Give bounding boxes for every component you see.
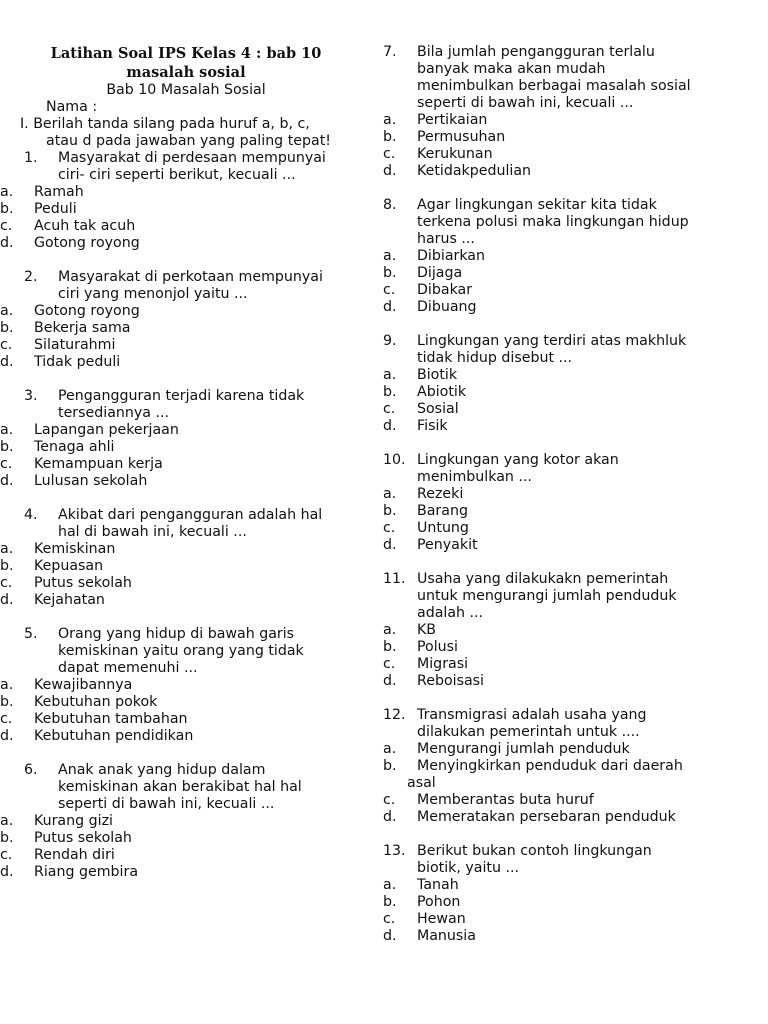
question-item (383, 452, 763, 554)
option-letter: a. (383, 486, 397, 502)
question-text-line: terkena polusi maka lingkungan hidup (417, 214, 689, 230)
option-letter: a. (383, 248, 397, 264)
option-letter: c. (0, 575, 13, 591)
option-text: Polusi (417, 639, 458, 655)
option-text: Pertikaian (417, 112, 488, 128)
title-line-1: Latihan Soal IPS Kelas 4 : bab 10 (50, 45, 322, 62)
option-text: Penyakit (417, 537, 478, 553)
option-text: Dibiarkan (417, 248, 485, 264)
question-header (24, 269, 372, 303)
title-line-2: masalah sosial (126, 64, 246, 81)
question-text (417, 452, 763, 486)
option-letter: b. (383, 503, 397, 519)
question-item (0, 626, 372, 745)
question-item (383, 571, 763, 690)
question-item (383, 333, 763, 435)
option-letter: b. (383, 758, 397, 774)
option-text: Kewajibannya (34, 677, 133, 693)
option-text: Kebutuhan pendidikan (34, 728, 194, 744)
option-letter: d. (383, 418, 397, 434)
answer-option (383, 741, 763, 758)
answer-option (383, 622, 763, 639)
question-text-line: menimbulkan ... (417, 469, 532, 485)
question-text (58, 269, 372, 303)
question-number: 11. (383, 571, 406, 587)
question-text (417, 44, 763, 112)
option-text: Reboisasi (417, 673, 484, 689)
question-header (383, 44, 763, 112)
question-text (417, 707, 763, 741)
answer-option (383, 384, 763, 401)
option-text: Kejahatan (34, 592, 105, 608)
option-text: Fisik (417, 418, 448, 434)
option-letter: c. (383, 911, 396, 927)
question-text-line: dapat memenuhi ... (58, 660, 198, 676)
option-letter: a. (0, 184, 14, 200)
question-item (0, 762, 372, 881)
answer-option (0, 201, 372, 218)
answer-option (0, 439, 372, 456)
question-header (24, 150, 372, 184)
answer-option (0, 218, 372, 235)
option-text: Lulusan sekolah (34, 473, 148, 489)
option-letter: c. (383, 520, 396, 536)
answer-option (383, 248, 763, 265)
question-header (383, 333, 763, 367)
question-item (0, 507, 372, 609)
question-text-line: seperti di bawah ini, kecuali ... (58, 796, 275, 812)
question-text-line: Lingkungan yang kotor akan (417, 452, 619, 468)
question-text-line: menimbulkan berbagai masalah sosial (417, 78, 691, 94)
question-header (383, 571, 763, 622)
question-text-line: ciri yang menonjol yaitu ... (58, 286, 248, 302)
question-number: 2. (24, 269, 38, 285)
option-letter: a. (383, 622, 397, 638)
option-letter: b. (383, 639, 397, 655)
option-letter: a. (383, 367, 397, 383)
question-text-line: ciri- ciri seperti berikut, kecuali ... (58, 167, 296, 183)
question-text-line: harus ... (417, 231, 475, 247)
option-letter: a. (0, 303, 14, 319)
option-letter: b. (383, 265, 397, 281)
answer-option (0, 864, 372, 881)
question-number: 7. (383, 44, 397, 60)
question-text (58, 388, 372, 422)
subtitle: Bab 10 Masalah Sosial (106, 82, 266, 98)
question-text-line: banyak maka akan mudah (417, 61, 606, 77)
option-letter: a. (0, 677, 14, 693)
option-letter: c. (383, 792, 396, 808)
option-text: Kerukunan (417, 146, 493, 162)
question-number: 6. (24, 762, 38, 778)
answer-option (0, 847, 372, 864)
question-text-line: Usaha yang dilakukakn pemerintah (417, 571, 669, 587)
option-letter: d. (0, 592, 14, 608)
answer-option (383, 877, 763, 894)
question-header (24, 626, 372, 677)
option-text: Manusia (417, 928, 476, 944)
question-list-right (383, 44, 763, 945)
option-letter: a. (383, 112, 397, 128)
option-letter: c. (383, 656, 396, 672)
question-text-line: tidak hidup disebut ... (417, 350, 573, 366)
option-letter: d. (0, 235, 14, 251)
option-text: Kebutuhan pokok (34, 694, 158, 710)
question-text-line: Akibat dari pengangguran adalah hal (58, 507, 323, 523)
option-letter: b. (0, 830, 14, 846)
option-letter: c. (0, 847, 13, 863)
question-text (58, 150, 372, 184)
question-number: 4. (24, 507, 38, 523)
option-text: Untung (417, 520, 469, 536)
option-text: Ramah (34, 184, 84, 200)
option-letter: c. (0, 711, 13, 727)
option-letter: d. (0, 728, 14, 744)
question-text-line: hal di bawah ini, kecuali ... (58, 524, 247, 540)
question-text-line: adalah ... (417, 605, 484, 621)
question-text-line: Berikut bukan contoh lingkungan (417, 843, 652, 859)
answer-option (0, 575, 372, 592)
option-text: Kurang gizi (34, 813, 113, 829)
option-text: Dibuang (417, 299, 477, 315)
option-text: Biotik (417, 367, 458, 383)
right-column (383, 0, 763, 945)
question-text-line: Lingkungan yang terdiri atas makhluk (417, 333, 687, 349)
question-text (417, 197, 763, 248)
question-item (0, 150, 372, 252)
question-text-line: Masyarakat di perdesaan mempunyai (58, 150, 326, 166)
answer-option (383, 928, 763, 945)
answer-option (383, 537, 763, 554)
option-text: Barang (417, 503, 468, 519)
question-text (58, 626, 372, 677)
answer-option (383, 911, 763, 928)
question-header (24, 388, 372, 422)
question-text (417, 571, 763, 622)
question-list-left (0, 150, 372, 881)
option-letter: a. (0, 813, 14, 829)
question-number: 10. (383, 452, 406, 468)
answer-option (0, 541, 372, 558)
page-title (0, 44, 372, 82)
option-text: Bekerja sama (34, 320, 131, 336)
question-number: 1. (24, 150, 38, 166)
answer-option (383, 809, 763, 826)
option-text: Peduli (34, 201, 77, 217)
option-letter: c. (0, 456, 13, 472)
option-text: Gotong royong (34, 235, 140, 251)
option-letter: c. (0, 337, 13, 353)
answer-option (383, 299, 763, 316)
option-text: Kebutuhan tambahan (34, 711, 188, 727)
option-text: Tidak peduli (34, 354, 121, 370)
answer-option (0, 677, 372, 694)
question-text-line: biotik, yaitu ... (417, 860, 519, 876)
question-text-line: kemiskinan yaitu orang yang tidak (58, 643, 304, 659)
option-text: Abiotik (417, 384, 467, 400)
option-text: Pohon (417, 894, 461, 910)
question-text-line: untuk mengurangi jumlah penduduk (417, 588, 677, 604)
option-text: Sosial (417, 401, 459, 417)
instruction-line-1: I. Berilah tanda silang pada huruf a, b, c, (20, 116, 310, 132)
option-text: Riang gembira (34, 864, 139, 880)
left-column (0, 0, 372, 881)
question-header (24, 762, 372, 813)
question-header (383, 197, 763, 248)
option-text: Rendah diri (34, 847, 115, 863)
question-text-line: kemiskinan akan berakibat hal hal (58, 779, 302, 795)
option-letter: b. (383, 384, 397, 400)
question-text-line: Pengangguran terjadi karena tidak (58, 388, 305, 404)
answer-option (0, 813, 372, 830)
option-text: Lapangan pekerjaan (34, 422, 179, 438)
answer-option (383, 503, 763, 520)
answer-option (0, 456, 372, 473)
option-letter: b. (0, 439, 14, 455)
option-text: Kemiskinan (34, 541, 116, 557)
question-number: 5. (24, 626, 38, 642)
answer-option (0, 320, 372, 337)
question-text-line: Agar lingkungan sekitar kita tidak (417, 197, 657, 213)
answer-option (383, 673, 763, 690)
question-item (383, 707, 763, 826)
answer-option (383, 639, 763, 656)
question-item (383, 197, 763, 316)
option-text: Migrasi (417, 656, 469, 672)
name-label: Nama : (46, 99, 98, 115)
question-text-line: Anak anak yang hidup dalam (58, 762, 266, 778)
answer-option (0, 558, 372, 575)
answer-option (0, 337, 372, 354)
option-letter: b. (0, 558, 14, 574)
option-letter: b. (0, 201, 14, 217)
answer-option (0, 303, 372, 320)
answer-option (0, 354, 372, 371)
option-text: Memberantas buta huruf (417, 792, 594, 808)
option-letter: d. (383, 809, 397, 825)
question-item (0, 388, 372, 490)
option-letter: d. (383, 537, 397, 553)
question-item (0, 269, 372, 371)
question-text-line: Bila jumlah pengangguran terlalu (417, 44, 655, 60)
question-text-line: Masyarakat di perkotaan mempunyai (58, 269, 323, 285)
answer-option (0, 235, 372, 252)
answer-option (383, 146, 763, 163)
option-letter: a. (0, 541, 14, 557)
option-letter: c. (383, 282, 396, 298)
answer-option (383, 656, 763, 673)
answer-option (0, 711, 372, 728)
option-text: Kemampuan kerja (34, 456, 163, 472)
option-text: Mengurangi jumlah penduduk (417, 741, 630, 757)
option-letter: d. (383, 928, 397, 944)
option-text: Tenaga ahli (34, 439, 115, 455)
question-number: 13. (383, 843, 406, 859)
option-letter: b. (383, 129, 397, 145)
question-header (383, 707, 763, 741)
option-letter: b. (383, 894, 397, 910)
answer-option (383, 112, 763, 129)
option-letter: d. (0, 473, 14, 489)
option-text: Putus sekolah (34, 830, 132, 846)
option-text: Acuh tak acuh (34, 218, 136, 234)
answer-option (0, 592, 372, 609)
option-text: Permusuhan (417, 129, 506, 145)
option-text: Menyingkirkan penduduk dari daerah (417, 758, 683, 774)
option-text: Gotong royong (34, 303, 140, 319)
answer-option (0, 422, 372, 439)
question-number: 3. (24, 388, 38, 404)
question-text (58, 762, 372, 813)
question-number: 9. (383, 333, 397, 349)
question-text-line: seperti di bawah ini, kecuali ... (417, 95, 634, 111)
answer-option (383, 486, 763, 503)
option-text: Putus sekolah (34, 575, 132, 591)
option-letter: d. (0, 864, 14, 880)
answer-option (383, 401, 763, 418)
answer-option (0, 830, 372, 847)
option-letter: a. (0, 422, 14, 438)
option-letter: d. (383, 299, 397, 315)
option-text: Memeratakan persebaran penduduk (417, 809, 676, 825)
option-letter: a. (383, 741, 397, 757)
answer-option (383, 520, 763, 537)
question-text-line: Transmigrasi adalah usaha yang (417, 707, 647, 723)
answer-option (383, 282, 763, 299)
option-text: Dibakar (417, 282, 473, 298)
option-letter: c. (0, 218, 13, 234)
question-text (58, 507, 372, 541)
answer-option (383, 418, 763, 435)
answer-option-continuation (407, 775, 763, 792)
option-text: Dijaga (417, 265, 463, 281)
option-letter: b. (0, 320, 14, 336)
answer-option (383, 129, 763, 146)
question-header (383, 452, 763, 486)
option-text: Ketidakpedulian (417, 163, 532, 179)
option-letter: d. (383, 673, 397, 689)
question-text-line: Orang yang hidup di bawah garis (58, 626, 295, 642)
question-text (417, 843, 763, 877)
answer-option (0, 473, 372, 490)
answer-option (0, 728, 372, 745)
question-text-line: dilakukan pemerintah untuk .... (417, 724, 640, 740)
answer-option (383, 894, 763, 911)
answer-option (0, 694, 372, 711)
question-text (417, 333, 763, 367)
option-letter: c. (383, 146, 396, 162)
option-text: KB (417, 622, 437, 638)
option-letter: c. (383, 401, 396, 417)
instruction-line-2: atau d pada jawaban yang paling tepat! (46, 133, 331, 149)
answer-option (0, 184, 372, 201)
answer-option (383, 367, 763, 384)
answer-option (383, 758, 763, 775)
answer-option (383, 265, 763, 282)
option-letter: d. (383, 163, 397, 179)
answer-option (383, 792, 763, 809)
answer-option (383, 163, 763, 180)
option-letter: b. (0, 694, 14, 710)
question-number: 8. (383, 197, 397, 213)
question-header (383, 843, 763, 877)
option-text-continued: asal (407, 775, 436, 791)
option-letter: d. (0, 354, 14, 370)
question-item (383, 843, 763, 945)
question-number: 12. (383, 707, 406, 723)
option-text: Rezeki (417, 486, 464, 502)
option-text: Silaturahmi (34, 337, 116, 353)
option-text: Hewan (417, 911, 466, 927)
option-text: Tanah (417, 877, 459, 893)
question-item (383, 44, 763, 180)
option-text: Kepuasan (34, 558, 104, 574)
option-letter: a. (383, 877, 397, 893)
question-text-line: tersediannya ... (58, 405, 169, 421)
question-header (24, 507, 372, 541)
